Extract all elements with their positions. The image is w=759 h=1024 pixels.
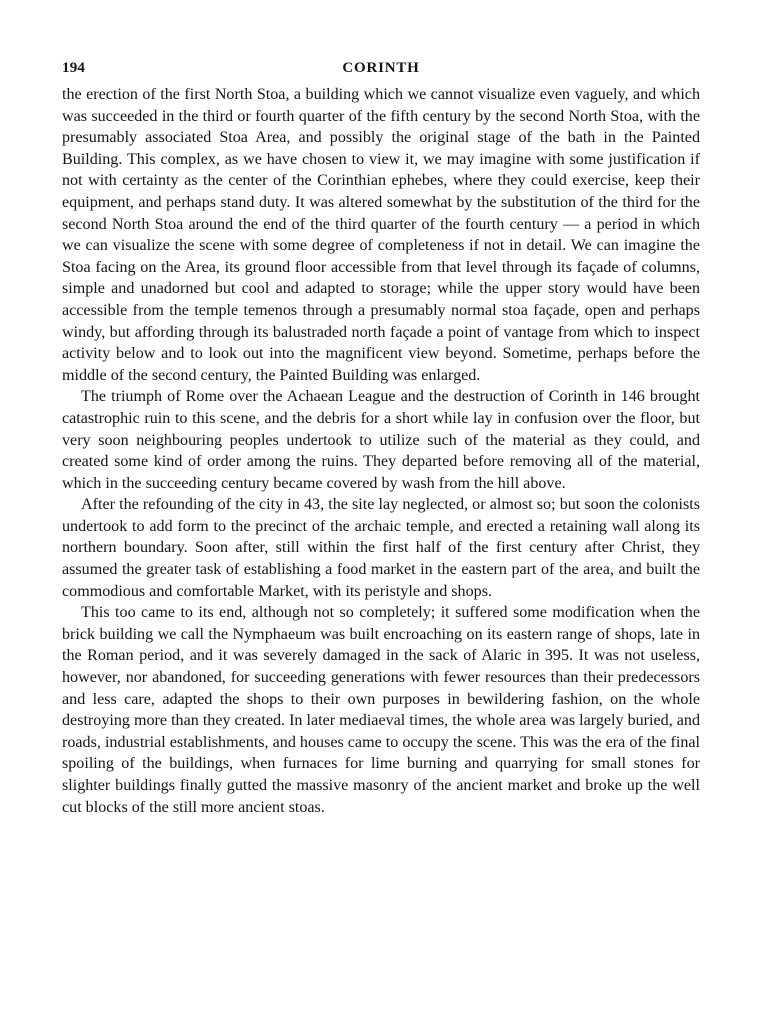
page-number: 194 [62,60,86,76]
body-text [62,84,700,818]
paragraph-roman-conquest: The triumph of Rome over the Achaean League and the destruction of Corinth in 146 brought catastrophic ruin to this scene, and the debris for a short while lay in confusion over the floor, but very soon neighbouring peoples undertook to utilize such of the material as they could, and created some kind of order among the ruins. They departed before removing all of the material, which in the succeeding century became covered by wash from the hill above. [62,388,700,492]
running-head [62,60,700,84]
paragraph-continuation: the erection of the first North Stoa, a building which we cannot visualize even vaguely, and which was succeeded in the third or fourth quarter of the fifth century by the second North Stoa, with the presumably associated Stoa Area, and possibly the original stage of the bath in the Painted Building. This complex, as we have chosen to view it, we may imagine with some justification if not with certainty as the center of the Corinthian ephebes, where they could exercise, keep their equipment, and perhaps stand duty. It was altered somewhat by the substitution of the third for the second North Stoa around the end of the third quarter of the fourth century — a period in which we can visualize the scene with some degree of completeness if not in detail. We can imagine the Stoa facing on the Area, its ground floor accessible from that level through its façade of columns, simple and unadorned but cool and adapted to storage; while the upper story would have been accessible from the temple temenos through a presumably normal stoa façade, open and perhaps windy, but affording through its balustraded north façade a point of vantage from which to inspect activity below and to look out into the magnificent view beyond. Sometime, perhaps before the middle of the second century, the Painted Building was enlarged. [62,86,700,384]
paragraph-refounding: After the refounding of the city in 43, the site lay neglected, or almost so; but soon the colonists undertook to add form to the precinct of the archaic temple, and erected a retaining wall along its northern boundary. Soon after, still within the first half of the first century after Christ, they assumed the greater task of establishing a food market in the eastern part of the area, and built the commodious and comfortable Market, with its peristyle and shops. [62,496,700,600]
book-page [62,60,700,818]
running-title: CORINTH [342,60,420,76]
paragraph-later-history: This too came to its end, although not so completely; it suffered some modification when the brick building we call the Nymphaeum was built encroaching on its eastern range of shops, late in the Roman period, and it was severely damaged in the sack of Alaric in 395. It was not useless, however, nor abandoned, for succeeding generations with fewer resources than their predecessors and less care, adapted the shops to their own purposes in bewildering fashion, on the whole destroying more than they created. In later mediaeval times, the whole area was largely buried, and roads, industrial establishments, and houses came to occupy the scene. This was the era of the final spoiling of the buildings, when furnaces for lime burning and quarrying for small stones for slighter buildings finally gutted the massive masonry of the ancient market and broke up the well cut blocks of the still more ancient stoas. [62,604,700,816]
